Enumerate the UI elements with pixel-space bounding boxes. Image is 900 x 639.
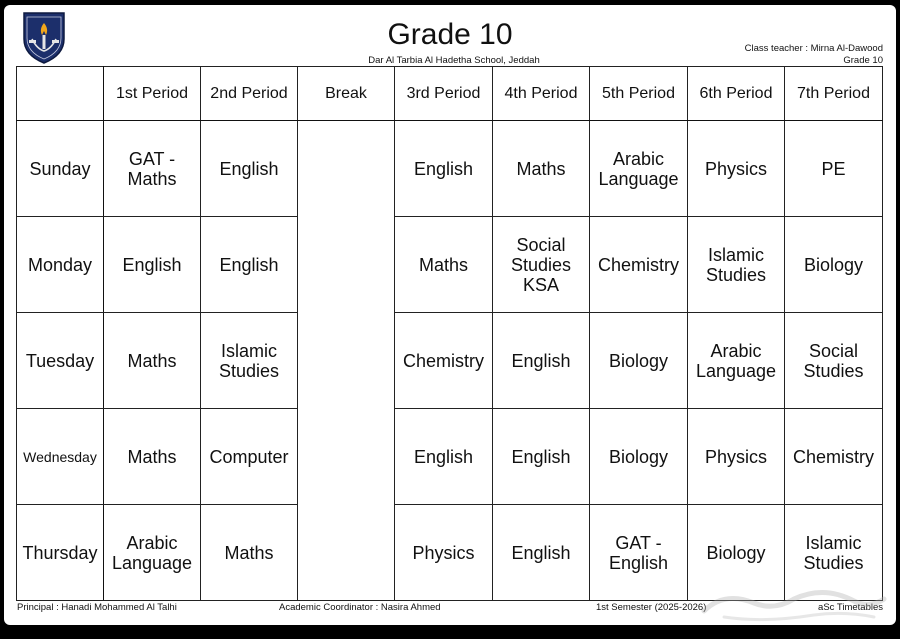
lesson-cell: Maths (395, 217, 493, 313)
lesson-cell: Physics (395, 505, 493, 601)
class-teacher: Class teacher : Mirna Al-Dawood (744, 43, 883, 54)
lesson-cell: English (493, 313, 590, 409)
lesson-cell: Biology (590, 409, 688, 505)
lesson-cell: Biology (785, 217, 883, 313)
lesson-cell: English (493, 409, 590, 505)
column-header: 2nd Period (201, 67, 298, 121)
lesson-cell: English (201, 217, 298, 313)
column-header: 5th Period (590, 67, 688, 121)
lesson-cell: Arabic Language (104, 505, 201, 601)
lesson-cell: English (493, 505, 590, 601)
timetable-grid (16, 66, 883, 601)
corner-cell (17, 67, 104, 121)
watermark-logo-icon (694, 581, 894, 625)
day-label: Wednesday (17, 409, 104, 505)
lesson-cell: GAT - English (590, 505, 688, 601)
lesson-cell: Maths (104, 313, 201, 409)
lesson-cell: Islamic Studies (688, 217, 785, 313)
table-row (17, 313, 883, 409)
lesson-cell: Islamic Studies (785, 505, 883, 601)
timetable-sheet (4, 5, 896, 625)
lesson-cell: English (201, 121, 298, 217)
day-label: Sunday (17, 121, 104, 217)
lesson-cell: Physics (688, 121, 785, 217)
lesson-cell: Chemistry (590, 217, 688, 313)
table-row (17, 409, 883, 505)
column-header: 4th Period (493, 67, 590, 121)
lesson-cell: Biology (590, 313, 688, 409)
lesson-cell: Computer (201, 409, 298, 505)
coordinator-name: Academic Coordinator : Nasira Ahmed (279, 602, 441, 613)
semester-label: 1st Semester (2025-2026) (596, 602, 707, 613)
column-header: 6th Period (688, 67, 785, 121)
software-credit: aSc Timetables (818, 602, 883, 613)
lesson-cell: English (104, 217, 201, 313)
page-title: Grade 10 (387, 18, 513, 51)
principal-name: Principal : Hanadi Mohammed Al Talhi (17, 602, 177, 613)
lesson-cell: Social Studies (785, 313, 883, 409)
lesson-cell: GAT - Maths (104, 121, 201, 217)
lesson-cell: Physics (688, 409, 785, 505)
lesson-cell: Maths (493, 121, 590, 217)
day-label: Thursday (17, 505, 104, 601)
lesson-cell: Arabic Language (688, 313, 785, 409)
lesson-cell: Maths (104, 409, 201, 505)
lesson-cell: Chemistry (785, 409, 883, 505)
lesson-cell: English (395, 409, 493, 505)
grade-label: Grade 10 (843, 55, 883, 66)
table-row (17, 217, 883, 313)
day-label: Monday (17, 217, 104, 313)
lesson-cell: Maths (201, 505, 298, 601)
table-row (17, 121, 883, 217)
column-header: 7th Period (785, 67, 883, 121)
column-header: 1st Period (104, 67, 201, 121)
lesson-cell: Chemistry (395, 313, 493, 409)
header-row (17, 67, 883, 121)
school-name: Dar Al Tarbia Al Hadetha School, Jeddah (368, 55, 540, 66)
column-header-break: Break (298, 67, 395, 121)
break-column (298, 121, 395, 601)
lesson-cell: Islamic Studies (201, 313, 298, 409)
column-header: 3rd Period (395, 67, 493, 121)
lesson-cell: English (395, 121, 493, 217)
lesson-cell: Social Studies KSA (493, 217, 590, 313)
day-label: Tuesday (17, 313, 104, 409)
lesson-cell: Biology (688, 505, 785, 601)
lesson-cell: Arabic Language (590, 121, 688, 217)
lesson-cell: PE (785, 121, 883, 217)
